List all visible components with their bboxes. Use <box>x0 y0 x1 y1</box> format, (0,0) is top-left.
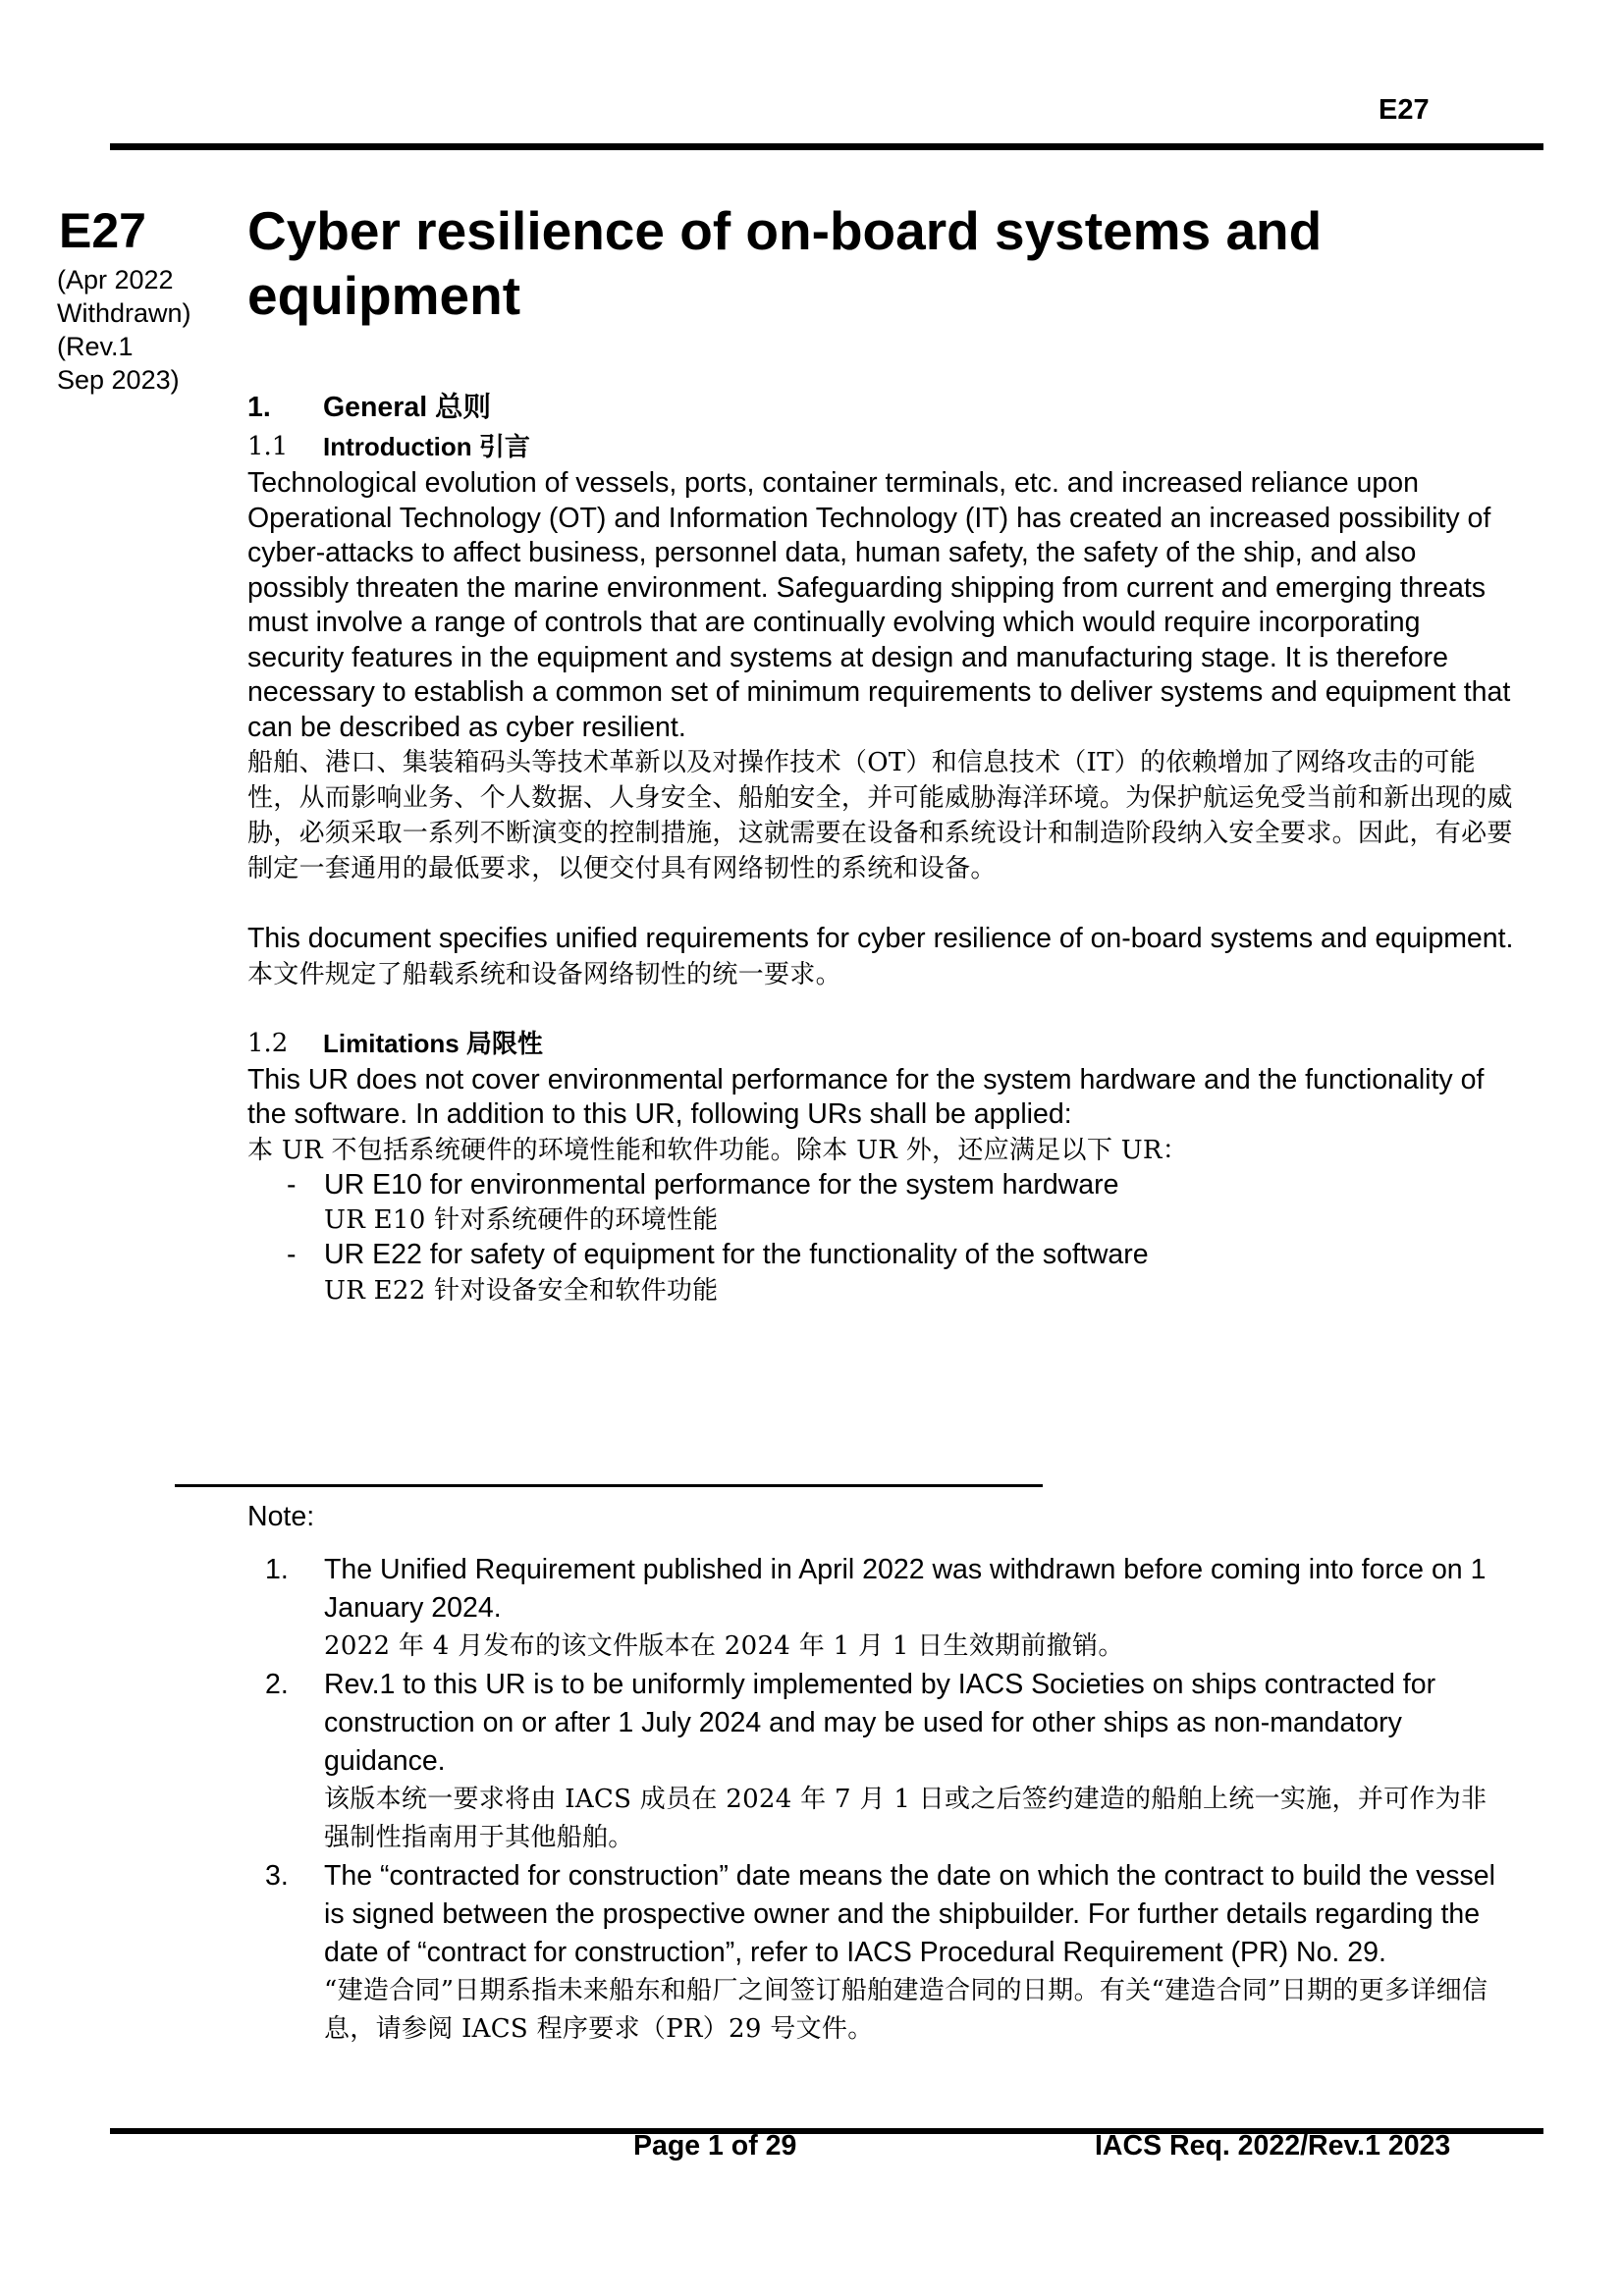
applicable-ur-list <box>247 1168 1524 1308</box>
note-text-zh: “建造合同”日期系指未来船东和船厂之间签订船舶建造合同的日期。有关“建造合同”日期的更多详细信息，请参阅 IACS 程序要求（PR）29 号文件。 <box>324 1976 1488 2044</box>
subsection-number: 1.1 <box>247 432 289 461</box>
subsection-heading <box>247 1024 1524 1063</box>
revision-line: Withdrawn) <box>57 298 191 328</box>
list-item-en: UR E10 for environmental performance for the system hardware <box>324 1168 1119 1201</box>
note-text-en: The Unified Requirement published in April 2022 was withdrawn before coming into force on 1 January 2024. <box>324 1554 1487 1624</box>
revision-line: (Apr 2022 <box>57 265 174 294</box>
note-item <box>265 1551 1502 1666</box>
section-number: 1. <box>247 392 271 423</box>
list-item-zh: UR E22 针对设备安全和软件功能 <box>324 1275 719 1306</box>
document-code: E27 <box>59 203 146 258</box>
scope-paragraph-en: This document specifies unified requirements for cyber resilience of on-board systems and equipment. <box>247 923 1514 954</box>
subsection-title: Introduction 引言 <box>323 432 530 461</box>
dash-bullet-icon: - <box>287 1168 297 1201</box>
scope-paragraph-zh: 本文件规定了船载系统和设备网络韧性的统一要求。 <box>247 959 841 989</box>
revision-history <box>57 263 191 397</box>
intro-paragraph-zh: 船舶、港口、集装箱码头等技术革新以及对操作技术（OT）和信息技术（IT）的依赖增加了网络攻击的可能性，从而影响业务、个人数据、人身安全、船舶安全，并可能威胁海洋环境。为保护航运免受当前和新出现的威胁，必须采取一系列不断演变的控制措施，这就需要在设备和系统设计和制造阶段纳入安全要求。因此，有必要制定一套通用的最低要求，以便交付具有网络韧性的系统和设备。 <box>247 748 1513 883</box>
document-title: Cyber resilience of on-board systems and equipment <box>247 200 1323 326</box>
list-item-en: UR E22 for safety of equipment for the functionality of the software <box>324 1239 1149 1270</box>
subsection-heading <box>247 427 1524 466</box>
subsection-title: Limitations 局限性 <box>323 1028 543 1058</box>
note-number: 1. <box>265 1554 289 1585</box>
intro-paragraph-en: Technological evolution of vessels, ports, container terminals, etc. and increased reliance upon Operational Technology (OT) and Information Technology (IT) has created an increased possibility of cyber-attacks to affect business, personnel data, human safety, the safety of the ship, and also possibly threaten the marine environment. Safeguarding shipping from current and emerging threats must involve a range of controls that are continually evolving which would require incorporating security features in the equipment and systems at design and manufacturing stage. It is therefore necessary to establish a common set of minimum requirements to deliver systems and equipment that can be described as cyber resilient. <box>247 467 1511 743</box>
revision-line: (Rev.1 <box>57 332 134 361</box>
limitations-paragraph-en: This UR does not cover environmental performance for the system hardware and the functionality of the software. In addition to this UR, following URs shall be applied: <box>247 1063 1485 1130</box>
list-item <box>287 1238 1524 1308</box>
footnote-separator <box>175 1484 1043 1487</box>
section-title: General 总则 <box>323 392 492 423</box>
section-heading <box>247 388 1524 427</box>
revision-line: Sep 2023) <box>57 365 180 395</box>
document-reference: IACS Req. 2022/Rev.1 2023 <box>1095 2130 1451 2162</box>
list-item-zh: UR E10 针对系统硬件的环境性能 <box>324 1205 719 1235</box>
header-rule <box>110 143 1543 150</box>
note-text-zh: 2022 年 4 月发布的该文件版本在 2024 年 1 月 1 日生效期前撤销。 <box>324 1631 1124 1661</box>
dash-bullet-icon: - <box>287 1239 297 1270</box>
note-number: 3. <box>265 1860 289 1892</box>
page-number: Page 1 of 29 <box>633 2130 797 2162</box>
notes-label: Note: <box>247 1501 315 1532</box>
page-header-code: E27 <box>1379 94 1430 126</box>
list-item <box>287 1168 1524 1239</box>
note-number: 2. <box>265 1669 289 1700</box>
note-text-en: The “contracted for construction” date means the date on which the contract to build the vessel is signed between the prospective owner and the shipbuilder. For further details regarding the date of “contract for construction”, refer to IACS Procedural Requirement (PR) No. 29. <box>324 1860 1495 1968</box>
note-text-en: Rev.1 to this UR is to be uniformly implemented by IACS Societies on ships contracted for construction on or after 1 July 2024 and may be used for other ships as non-mandatory guidance. <box>324 1669 1436 1777</box>
subsection-number: 1.2 <box>247 1028 289 1058</box>
main-content <box>247 388 1524 1308</box>
note-item <box>265 1857 1502 2049</box>
note-item <box>265 1666 1502 1857</box>
notes-list <box>265 1551 1502 2049</box>
note-text-zh: 该版本统一要求将由 IACS 成员在 2024 年 7 月 1 日或之后签约建造的船舶上统一实施，并可作为非强制性指南用于其他船舶。 <box>324 1785 1488 1852</box>
limitations-paragraph-zh: 本 UR 不包括系统硬件的环境性能和软件功能。除本 UR 外，还应满足以下 UR： <box>247 1135 1189 1165</box>
